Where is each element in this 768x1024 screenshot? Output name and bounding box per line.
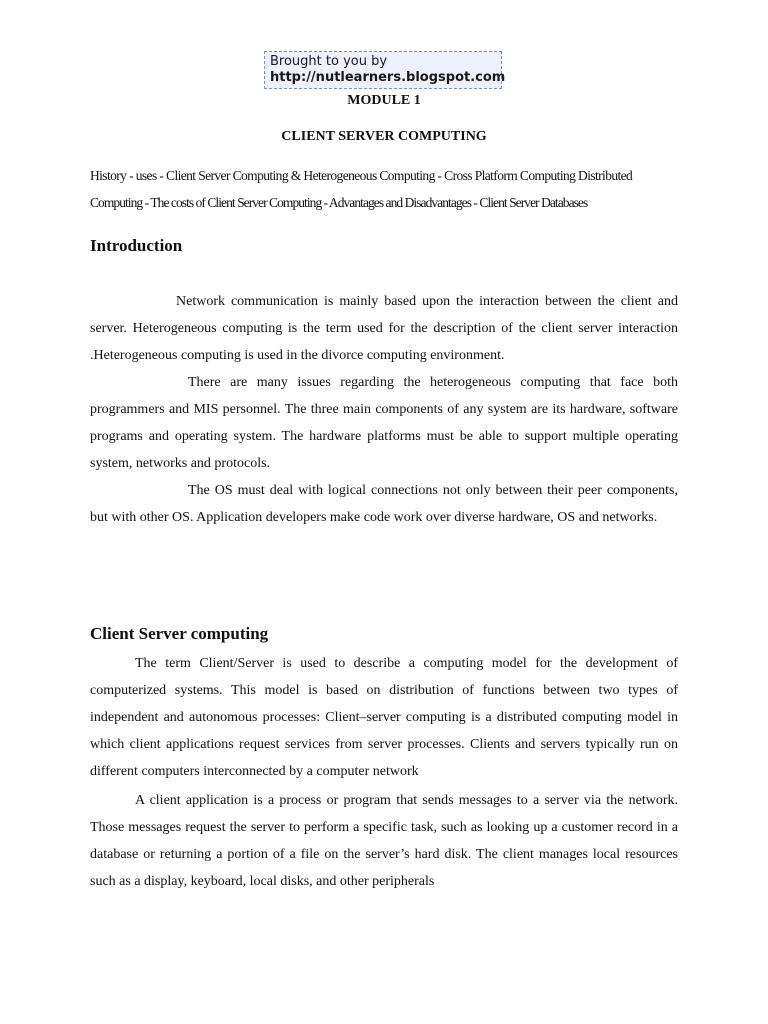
introduction-heading: Introduction <box>90 236 183 255</box>
topics-line-2: Computing - The costs of Client Server Computing - Advantages and Disadvantages - Client Server Databases <box>90 195 588 210</box>
topics-list <box>90 162 680 216</box>
client-server-body <box>90 650 678 895</box>
client-server-heading: Client Server computing <box>90 624 269 643</box>
page-title: CLIENT SERVER COMPUTING <box>281 129 487 144</box>
introduction-body <box>90 288 678 531</box>
topics-line-1: History - uses - Client Server Computing & Heterogeneous Computing - Cross Platform Computing Distributed <box>90 168 633 183</box>
intro-paragraph-3: The OS must deal with logical connections not only between their peer components, but with other OS. Application developers make code work over diverse hardware, OS and networks. <box>90 483 678 525</box>
stamp-url: http://nutlearners.blogspot.com <box>270 70 506 85</box>
cs-paragraph-2: A client application is a process or program that sends messages to a server via the network. Those messages request the server to perform a specific task, such as looking up a customer record in a database or returning a portion of a file on the server’s hard disk. The client manages local resources such as a display, keyboard, local disks, and other peripherals <box>90 793 678 889</box>
cs-paragraph-1: The term Client/Server is used to describe a computing model for the development of computerized systems. This model is based on distribution of functions between two types of independent and autonomous processes: Client–server computing is a distributed computing model in which client applications request services from server processes. Clients and servers typically run on different computers interconnected by a computer network <box>90 656 678 779</box>
stamp-line-1: Brought to you by <box>270 54 388 69</box>
source-stamp <box>264 51 506 89</box>
intro-paragraph-1: Network communication is mainly based upon the interaction between the client and server. Heterogeneous computing is the term used for the description of the client server interaction .Heterogeneous computing is used in the divorce computing environment. <box>90 294 678 363</box>
intro-paragraph-2: There are many issues regarding the heterogeneous computing that face both programmers and MIS personnel. The three main components of any system are its hardware, software programs and operating system. The hardware platforms must be able to support multiple operating system, networks and protocols. <box>90 375 678 471</box>
module-label: MODULE 1 <box>347 93 421 108</box>
